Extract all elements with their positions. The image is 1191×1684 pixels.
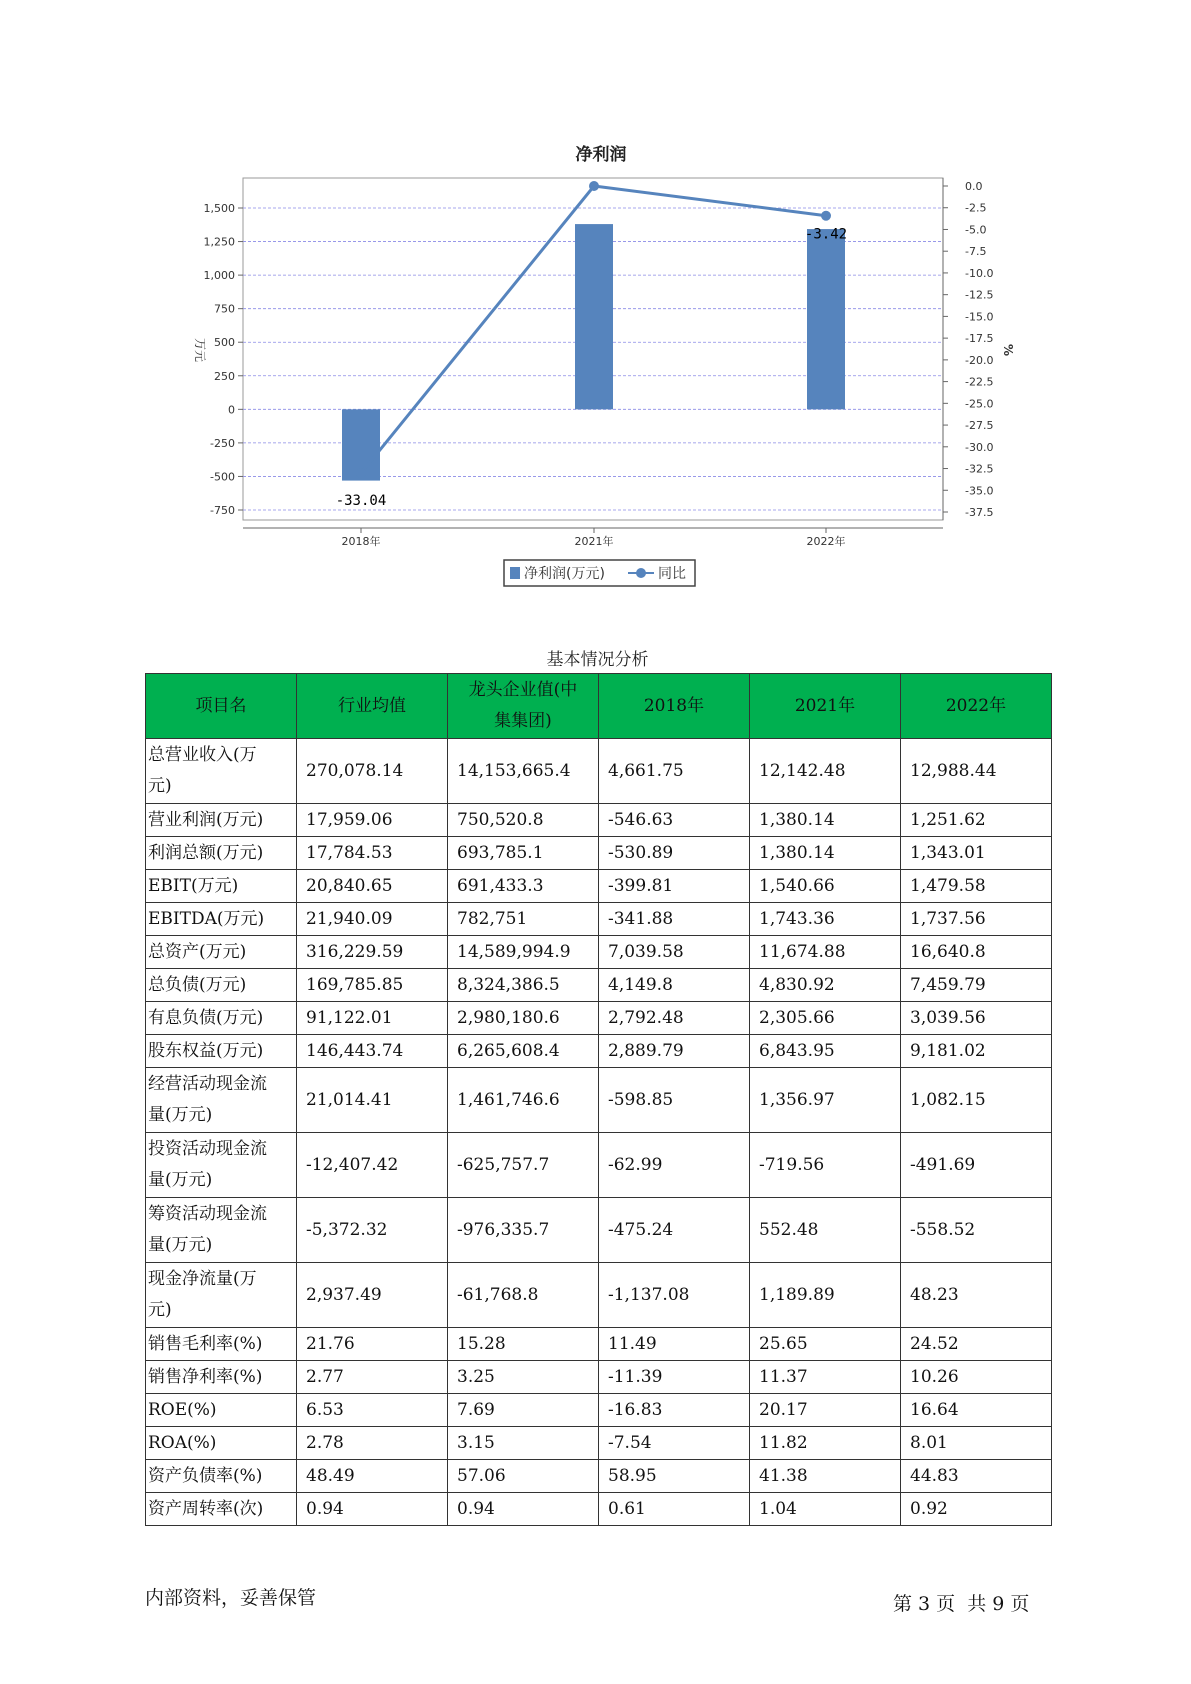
- row-name-line1: 资产周转率(次): [148, 1498, 264, 1519]
- cell-leader: 691,433.3: [448, 870, 599, 903]
- cell-v2022: 1,251.62: [901, 804, 1052, 837]
- row-name-line2: 元): [148, 776, 172, 796]
- cell-v2018: -62.99: [599, 1133, 750, 1198]
- basic-analysis-table: [145, 673, 1052, 1526]
- row-name: [146, 1198, 297, 1263]
- row-name-line2: 量(万元): [148, 1235, 213, 1255]
- table-row: [146, 1068, 1052, 1133]
- cell-avg: 48.49: [297, 1460, 448, 1493]
- cell-v2018: -11.39: [599, 1361, 750, 1394]
- cell-leader: 14,153,665.4: [448, 739, 599, 804]
- right-tick-label: -12.5: [965, 288, 994, 302]
- left-tick-label: 500: [214, 336, 235, 350]
- row-name-line1: ROA(%): [148, 1432, 217, 1453]
- row-name: [146, 1133, 297, 1198]
- row-name: [146, 1460, 297, 1493]
- cell-v2022: 48.23: [901, 1263, 1052, 1328]
- cell-v2021: 6,843.95: [750, 1035, 901, 1068]
- cell-leader: 3.25: [448, 1361, 599, 1394]
- cell-v2021: 11,674.88: [750, 936, 901, 969]
- table-row: [146, 1361, 1052, 1394]
- row-name-line1: 营业利润(万元): [148, 809, 264, 830]
- cell-v2022: 16.64: [901, 1394, 1052, 1427]
- header-name: 项目名: [146, 674, 297, 739]
- right-tick-label: -17.5: [965, 332, 994, 346]
- y-axis-label: 万元: [193, 337, 207, 363]
- cell-avg: 270,078.14: [297, 739, 448, 804]
- cell-v2018: -399.81: [599, 870, 750, 903]
- left-tick-label: -250: [210, 436, 235, 450]
- data-label-2: -3.42: [804, 226, 848, 243]
- row-name-line1: ROE(%): [148, 1399, 217, 1420]
- row-name: [146, 936, 297, 969]
- row-name-line1: 现金净流量(万: [148, 1269, 257, 1289]
- left-tick-label: 250: [214, 369, 235, 383]
- row-name-line1: 销售净利率(%): [148, 1366, 263, 1387]
- cell-v2022: 16,640.8: [901, 936, 1052, 969]
- left-tick-label: 0: [228, 403, 235, 417]
- cell-v2021: 1.04: [750, 1493, 901, 1526]
- row-name-line1: 投资活动现金流: [148, 1139, 267, 1159]
- cell-avg: 17,959.06: [297, 804, 448, 837]
- row-name: [146, 903, 297, 936]
- row-name: [146, 969, 297, 1002]
- table-body: [146, 739, 1052, 1526]
- cell-leader: 3.15: [448, 1427, 599, 1460]
- cell-v2021: 20.17: [750, 1394, 901, 1427]
- cell-v2021: 25.65: [750, 1328, 901, 1361]
- cell-v2021: 552.48: [750, 1198, 901, 1263]
- point-yoy-2: [821, 211, 831, 221]
- cell-avg: 6.53: [297, 1394, 448, 1427]
- x-tick-label: 2021年: [574, 535, 614, 548]
- bar-net-profit-2: [804, 226, 848, 409]
- cell-v2022: -491.69: [901, 1133, 1052, 1198]
- table-row: [146, 1035, 1052, 1068]
- row-name-line1: EBITDA(万元): [148, 908, 265, 929]
- row-name: [146, 1394, 297, 1427]
- cell-v2021: 1,356.97: [750, 1068, 901, 1133]
- right-tick-label: -30.0: [965, 440, 994, 454]
- cell-avg: 20,840.65: [297, 870, 448, 903]
- right-tick-label: -20.0: [965, 353, 994, 367]
- cell-v2018: -475.24: [599, 1198, 750, 1263]
- row-name: [146, 1263, 297, 1328]
- row-name-line2: 量(万元): [148, 1105, 213, 1125]
- table-row: [146, 1394, 1052, 1427]
- cell-v2018: -530.89: [599, 837, 750, 870]
- row-name-line1: 总负债(万元): [148, 974, 247, 995]
- row-name-line1: 经营活动现金流: [148, 1074, 267, 1094]
- cell-avg: 2.77: [297, 1361, 448, 1394]
- cell-v2022: 1,082.15: [901, 1068, 1052, 1133]
- right-tick-label: -27.5: [965, 419, 994, 433]
- cell-leader: 750,520.8: [448, 804, 599, 837]
- legend-bar-swatch: [510, 567, 520, 579]
- cell-leader: -976,335.7: [448, 1198, 599, 1263]
- row-name-line1: 总资产(万元): [148, 941, 247, 962]
- cell-v2021: 1,743.36: [750, 903, 901, 936]
- table-row: [146, 837, 1052, 870]
- header-2021: 2021年: [750, 674, 901, 739]
- cell-avg: 2,937.49: [297, 1263, 448, 1328]
- point-yoy-0: [356, 468, 366, 478]
- cell-v2022: 1,737.56: [901, 903, 1052, 936]
- header-leader: [448, 674, 599, 739]
- cell-leader: 14,589,994.9: [448, 936, 599, 969]
- cell-leader: 8,324,386.5: [448, 969, 599, 1002]
- right-tick-label: -2.5: [965, 201, 987, 215]
- cell-v2018: 58.95: [599, 1460, 750, 1493]
- right-tick-label: 0.0: [965, 180, 983, 193]
- table-row: [146, 870, 1052, 903]
- table-header-row: [146, 674, 1052, 739]
- right-tick-label: -25.0: [965, 397, 994, 411]
- chart-title: 净利润: [575, 145, 627, 165]
- cell-v2022: 1,479.58: [901, 870, 1052, 903]
- cell-v2022: 10.26: [901, 1361, 1052, 1394]
- cell-v2021: 1,380.14: [750, 837, 901, 870]
- cell-avg: -5,372.32: [297, 1198, 448, 1263]
- table-row: [146, 1460, 1052, 1493]
- right-tick-label: -10.0: [965, 266, 994, 280]
- row-name-line1: 资产负债率(%): [148, 1465, 263, 1486]
- cell-avg: 17,784.53: [297, 837, 448, 870]
- cell-leader: 693,785.1: [448, 837, 599, 870]
- table-caption: 基本情况分析: [546, 650, 649, 670]
- cell-avg: 146,443.74: [297, 1035, 448, 1068]
- legend-line-label: 同比: [658, 566, 686, 582]
- right-tick-label: -7.5: [965, 245, 987, 259]
- cell-v2022: 8.01: [901, 1427, 1052, 1460]
- row-name: [146, 1068, 297, 1133]
- cell-v2022: 1,343.01: [901, 837, 1052, 870]
- left-tick-label: -750: [210, 504, 235, 517]
- cell-leader: 2,980,180.6: [448, 1002, 599, 1035]
- cell-v2018: 11.49: [599, 1328, 750, 1361]
- footer-confidential-note: 内部资料，妥善保管: [145, 1587, 317, 1609]
- row-name: [146, 837, 297, 870]
- left-tick-label: 750: [214, 302, 235, 316]
- x-tick-label: 2018年: [341, 535, 381, 548]
- cell-leader: 6,265,608.4: [448, 1035, 599, 1068]
- cell-v2018: 7,039.58: [599, 936, 750, 969]
- row-name-line1: 销售毛利率(%): [148, 1333, 263, 1354]
- legend-bar-label: 净利润(万元): [524, 566, 605, 582]
- row-name: [146, 1493, 297, 1526]
- cell-leader: 0.94: [448, 1493, 599, 1526]
- table-row: [146, 1263, 1052, 1328]
- cell-v2022: 7,459.79: [901, 969, 1052, 1002]
- cell-v2021: 12,142.48: [750, 739, 901, 804]
- table-row: [146, 1328, 1052, 1361]
- row-name-line1: EBIT(万元): [148, 875, 239, 896]
- table-row: [146, 936, 1052, 969]
- table-row: [146, 1002, 1052, 1035]
- right-tick-label: -32.5: [965, 462, 994, 476]
- y-axis-right-label: %: [1001, 343, 1015, 357]
- cell-v2018: -341.88: [599, 903, 750, 936]
- cell-v2021: 11.82: [750, 1427, 901, 1460]
- cell-leader: 15.28: [448, 1328, 599, 1361]
- net-profit-chart: [0, 0, 1191, 600]
- cell-leader: 7.69: [448, 1394, 599, 1427]
- row-name: [146, 1361, 297, 1394]
- row-name-line2: 元): [148, 1300, 172, 1320]
- table-row: [146, 903, 1052, 936]
- x-tick-label: 2022年: [806, 535, 846, 548]
- header-2022: 2022年: [901, 674, 1052, 739]
- table-row: [146, 1427, 1052, 1460]
- cell-v2022: 0.92: [901, 1493, 1052, 1526]
- cell-v2018: 2,889.79: [599, 1035, 750, 1068]
- header-leader-line2: 集集团): [494, 711, 552, 731]
- left-tick-label: -500: [210, 470, 235, 484]
- cell-v2022: 3,039.56: [901, 1002, 1052, 1035]
- cell-v2021: 1,540.66: [750, 870, 901, 903]
- bar-net-profit-1: [575, 224, 613, 409]
- row-name-line1: 有息负债(万元): [148, 1007, 264, 1028]
- row-name-line1: 利润总额(万元): [148, 842, 264, 863]
- cell-leader: 57.06: [448, 1460, 599, 1493]
- table-row: [146, 1493, 1052, 1526]
- footer-page-number: 第 3 页 共 9 页: [893, 1593, 1030, 1615]
- row-name-line1: 股东权益(万元): [148, 1040, 264, 1061]
- row-name: [146, 1328, 297, 1361]
- cell-v2018: 2,792.48: [599, 1002, 750, 1035]
- row-name-line1: 筹资活动现金流: [148, 1204, 267, 1224]
- right-tick-label: -35.0: [965, 484, 994, 498]
- cell-avg: -12,407.42: [297, 1133, 448, 1198]
- row-name-line2: 量(万元): [148, 1170, 213, 1190]
- row-name: [146, 1035, 297, 1068]
- left-tick-label: 1,250: [203, 235, 235, 249]
- cell-v2021: 4,830.92: [750, 969, 901, 1002]
- cell-v2021: 11.37: [750, 1361, 901, 1394]
- row-name: [146, 870, 297, 903]
- point-yoy-1: [589, 181, 599, 191]
- cell-v2021: -719.56: [750, 1133, 901, 1198]
- cell-avg: 0.94: [297, 1493, 448, 1526]
- cell-v2018: -7.54: [599, 1427, 750, 1460]
- chart-canvas: [0, 0, 1191, 600]
- cell-avg: 21,014.41: [297, 1068, 448, 1133]
- cell-avg: 316,229.59: [297, 936, 448, 969]
- right-tick-label: -22.5: [965, 375, 994, 389]
- row-name-line1: 总营业收入(万: [148, 745, 257, 765]
- cell-avg: 169,785.85: [297, 969, 448, 1002]
- cell-avg: 21.76: [297, 1328, 448, 1361]
- cell-v2022: 9,181.02: [901, 1035, 1052, 1068]
- cell-v2018: 4,149.8: [599, 969, 750, 1002]
- cell-v2021: 2,305.66: [750, 1002, 901, 1035]
- right-tick-label: -37.5: [965, 506, 994, 519]
- table-row: [146, 739, 1052, 804]
- table-row: [146, 804, 1052, 837]
- header-leader-line1: 龙头企业值(中: [468, 680, 578, 700]
- cell-leader: -625,757.7: [448, 1133, 599, 1198]
- cell-v2018: 4,661.75: [599, 739, 750, 804]
- left-tick-label: 1,000: [203, 269, 235, 283]
- data-label-0: -33.04: [335, 493, 387, 510]
- cell-v2018: -1,137.08: [599, 1263, 750, 1328]
- cell-avg: 91,122.01: [297, 1002, 448, 1035]
- table-row: [146, 969, 1052, 1002]
- cell-v2022: -558.52: [901, 1198, 1052, 1263]
- row-name: [146, 1002, 297, 1035]
- cell-v2018: 0.61: [599, 1493, 750, 1526]
- cell-v2021: 1,189.89: [750, 1263, 901, 1328]
- header-2018: 2018年: [599, 674, 750, 739]
- row-name: [146, 739, 297, 804]
- table-row: [146, 1133, 1052, 1198]
- cell-leader: -61,768.8: [448, 1263, 599, 1328]
- cell-v2021: 1,380.14: [750, 804, 901, 837]
- cell-v2018: -16.83: [599, 1394, 750, 1427]
- row-name: [146, 1427, 297, 1460]
- cell-avg: 21,940.09: [297, 903, 448, 936]
- cell-avg: 2.78: [297, 1427, 448, 1460]
- cell-leader: 1,461,746.6: [448, 1068, 599, 1133]
- cell-v2018: -546.63: [599, 804, 750, 837]
- right-tick-label: -5.0: [965, 223, 987, 237]
- cell-v2018: -598.85: [599, 1068, 750, 1133]
- row-name: [146, 804, 297, 837]
- cell-v2021: 41.38: [750, 1460, 901, 1493]
- cell-leader: 782,751: [448, 903, 599, 936]
- right-tick-label: -15.0: [965, 310, 994, 324]
- left-tick-label: 1,500: [203, 202, 235, 215]
- cell-v2022: 24.52: [901, 1328, 1052, 1361]
- header-industry-avg: 行业均值: [297, 674, 448, 739]
- table-row: [146, 1198, 1052, 1263]
- cell-v2022: 12,988.44: [901, 739, 1052, 804]
- legend-line-marker: [636, 568, 646, 578]
- cell-v2022: 44.83: [901, 1460, 1052, 1493]
